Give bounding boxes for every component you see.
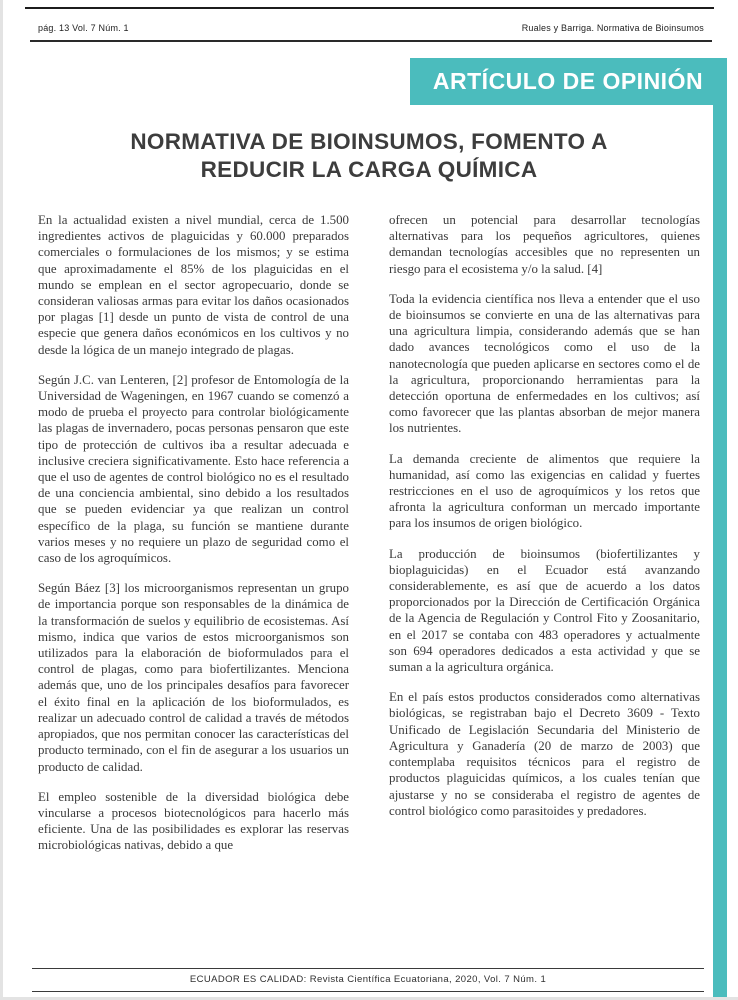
article-title-line1: NORMATIVA DE BIOINSUMOS, FOMENTO A [130, 129, 608, 154]
right-column [389, 212, 700, 868]
section-banner-label: ARTÍCULO DE OPINIÓN [432, 68, 704, 94]
page-footer [32, 968, 704, 992]
paragraph: Según J.C. van Lenteren, [2] profesor de Entomología de la Universidad de Wageningen, en 1967 cuando se comenzó a modo de prueba el proyecto para controlar biológicamente las plagas de invernadero, pocas personas pensaron que este tipo de protección de cultivos iba a resultar adecuada e inclusive creciera significativamente. Esto hace referencia a que el uso de agentes de control biológico no es el resultado de una conciencia ambiental, sino debido a los resultados que se pueden evidenciar ya que realizan un control específico de la plaga, su función se mantiene durante varios meses y no requiere un plazo de seguridad como el caso de los agroquímicos. [38, 372, 349, 566]
header-page-info: pág. 13 Vol. 7 Núm. 1 [38, 23, 129, 33]
page-header [38, 23, 704, 33]
paragraph: En el país estos productos considerados como alternativas biológicas, se registraban bajo el Decreto 3609 - Texto Unificado de Legislación Secundaria del Ministerio de Agricultura y Ganadería (20 de marzo de 2003) que contemplaba requisitos técnicos para el registro de productos plaguicidas químicos, a los cuales tenían que ajustarse y no se consideraba el registro de agentes de control biológico como parasitoides y predadores. [389, 690, 700, 818]
article-title [60, 128, 678, 184]
left-column [38, 212, 349, 868]
section-banner [410, 58, 726, 105]
paragraph: Según Báez [3] los microorganismos representan un grupo de importancia porque son responsables de la dinámica de la transformación de suelos y equilibrio de ecosistemas. Así mismo, indica que varios de estos microorganismos son utilizados para la elaboración de bioformulados para el control de plagas, como para biofertilizantes. Menciona además que, uno de los principales desafíos para favorecer el éxito final en la aplicación de los bioformulados, es realizar un adecuado control de calidad a través de métodos apropiados, que nos permitan conocer las características del producto terminado, con el fin de asegurar a los usuarios un producto de calidad. [38, 581, 349, 774]
footer-text: ECUADOR ES CALIDAD: Revista Científica Ecuatoriana, 2020, Vol. 7 Núm. 1 [189, 974, 547, 985]
paragraph: ofrecen un potencial para desarrollar tecnologías alternativas para los pequeños agricultores, quienes demandan tecnologías accesibles que no representen un riesgo para el ecosistema y/o la salud. [4] [389, 213, 700, 276]
article-body [38, 212, 700, 868]
header-running-title: Ruales y Barriga. Normativa de Bioinsumos [521, 23, 704, 33]
paragraph: La demanda creciente de alimentos que requiere la humanidad, así como las exigencias en calidad y fuertes restricciones en el uso de agroquímicos y los retos que afronta la agricultura conforman un mercado importante para los insumos de origen biológico. [389, 451, 700, 531]
header-rule [30, 40, 712, 42]
top-rule [25, 7, 714, 9]
accent-side-bar [713, 58, 727, 997]
paragraph: La producción de bioinsumos (biofertilizantes y bioplaguicidas) en el Ecuador está avanzando considerablemente, es así que de acuerdo a los datos proporcionados por la Dirección de Certificación Orgánica de la Agencia de Regulación y Control Fito y Zoosanitario, en el 2017 se contaba con 483 operadores y actualmente son 694 operadores dedicados a esta actividad y que se suman a la agricultura orgánica. [389, 546, 700, 675]
article-title-line2: REDUCIR LA CARGA QUÍMICA [200, 157, 538, 182]
paragraph: En la actualidad existen a nivel mundial, cerca de 1.500 ingredientes activos de plaguicidas y 60.000 preparados comerciales o formulaciones de los mismos; y se estima que aproximadamente el 85% de los plaguicidas en el mundo se emplean en el sector agropecuario, donde se consideran valiosas armas para evitar los daños ocasionados por plagas [1] desde un punto de vista de control de una especie que genera daños económicos en los cultivos y no desde la lógica de un manejo integrado de plagas. [38, 213, 349, 357]
paragraph: Toda la evidencia científica nos lleva a entender que el uso de bioinsumos se convierte en una de las alternativas para una agricultura limpia, considerando además que se han dado avances tecnológicos como el uso de la nanotecnología que pueden aplicarse en sectores como el de la agricultura, proporcionando herramientas para la detección oportuna de enfermedades en los cultivos; así como favorecer que las plantas absorban de mejor manera los nutrientes. [389, 291, 700, 436]
paragraph: El empleo sostenible de la diversidad biológica debe vincularse a procesos biotecnológicos para hacerlo más eficiente. Una de las posibilidades es explorar las reservas microbiológicas nativas, debido a que [38, 789, 349, 853]
